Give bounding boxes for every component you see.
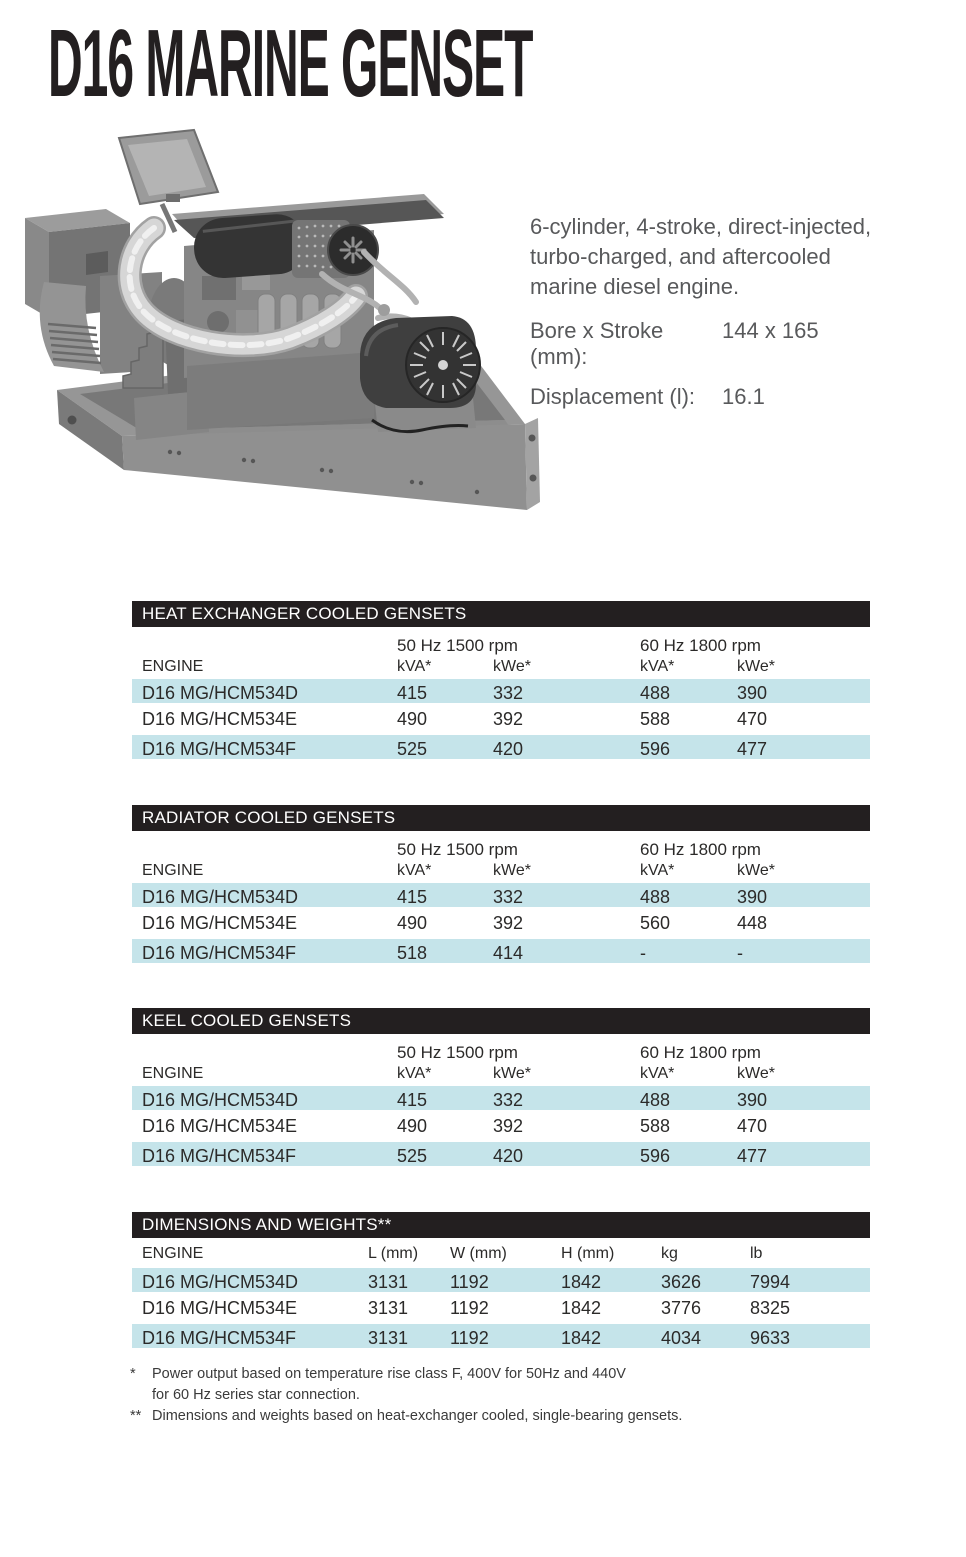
table-row: [132, 881, 870, 909]
table-row: [132, 1140, 870, 1168]
engine-name-cell: D16 MG/HCM534D: [142, 683, 299, 703]
value-cell: 415: [397, 887, 428, 907]
intro-block: [530, 212, 880, 410]
freq-header-60hz: 60 Hz 1800 rpm: [640, 1043, 761, 1062]
value-cell: 3776: [661, 1298, 702, 1318]
column-header-kg: kg: [661, 1245, 678, 1262]
value-cell: 1842: [561, 1298, 602, 1318]
value-cell: 420: [493, 739, 524, 759]
table-radiator: [132, 805, 870, 965]
table-row: [132, 1112, 870, 1140]
value-cell: 470: [737, 1116, 768, 1136]
value-cell: 3131: [368, 1298, 409, 1318]
value-cell: 3131: [368, 1328, 409, 1348]
value-cell: 525: [397, 1146, 428, 1166]
freq-header-row: [132, 635, 870, 657]
value-cell: 332: [493, 683, 524, 703]
column-header-row: [132, 657, 870, 677]
spec-label: Displacement (l):: [530, 384, 696, 409]
column-header-height: H (mm): [561, 1245, 615, 1262]
table-heat-exchanger: [132, 601, 870, 761]
value-cell: 9633: [750, 1328, 791, 1348]
column-header-lb: lb: [750, 1245, 763, 1262]
value-cell: 415: [397, 1090, 428, 1110]
table-row: [132, 1266, 870, 1294]
column-header-kva60: kVA*: [640, 1065, 675, 1082]
value-cell: 488: [640, 887, 671, 907]
intro-description: 6-cylinder, 4-stroke, direct-injected, turbo-charged, and aftercooled marine diesel engine.: [530, 214, 872, 299]
value-cell: 477: [737, 739, 768, 759]
column-header-kva60: kVA*: [640, 862, 675, 879]
column-header-kwe50: kWe*: [493, 862, 531, 879]
engine-name-cell: D16 MG/HCM534E: [142, 913, 298, 933]
freq-header-60hz: 60 Hz 1800 rpm: [640, 636, 761, 655]
column-header-width: W (mm): [450, 1245, 507, 1262]
value-cell: 420: [493, 1146, 524, 1166]
freq-header-50hz: 50 Hz 1500 rpm: [397, 840, 518, 859]
table-title-bar: DIMENSIONS AND WEIGHTS**: [132, 1212, 870, 1238]
value-cell: 1842: [561, 1328, 602, 1348]
value-cell: 390: [737, 887, 768, 907]
value-cell: 477: [737, 1146, 768, 1166]
freq-header-row: [132, 1042, 870, 1064]
value-cell: 7994: [750, 1272, 791, 1292]
value-cell: 588: [640, 709, 671, 729]
value-cell: -: [640, 943, 646, 963]
value-cell: 490: [397, 913, 428, 933]
engine-name-cell: D16 MG/HCM534D: [142, 887, 299, 907]
value-cell: 3131: [368, 1272, 409, 1292]
column-header-kva50: kVA*: [397, 1065, 432, 1082]
freq-header-60hz: 60 Hz 1800 rpm: [640, 840, 761, 859]
column-header-kwe60: kWe*: [737, 658, 775, 675]
engine-name-cell: D16 MG/HCM534E: [142, 1298, 298, 1318]
engine-name-cell: D16 MG/HCM534E: [142, 1116, 298, 1136]
spec-value: 144 x 165: [722, 318, 819, 343]
table-keel: [132, 1008, 870, 1168]
value-cell: 596: [640, 739, 671, 759]
footnote-line: Dimensions and weights based on heat-exchanger cooled, single-bearing gensets.: [152, 1408, 683, 1424]
value-cell: 560: [640, 913, 671, 933]
column-header-kva60: kVA*: [640, 658, 675, 675]
value-cell: 490: [397, 709, 428, 729]
value-cell: 490: [397, 1116, 428, 1136]
footnote-power-output: [130, 1364, 790, 1406]
table-row: [132, 677, 870, 705]
footnote-marker: **: [130, 1408, 142, 1424]
column-header-engine: ENGINE: [142, 1065, 204, 1082]
engine-name-cell: D16 MG/HCM534F: [142, 1146, 297, 1166]
value-cell: 588: [640, 1116, 671, 1136]
column-header-row: [132, 1064, 870, 1084]
column-header-engine: ENGINE: [142, 1245, 204, 1262]
value-cell: 390: [737, 1090, 768, 1110]
value-cell: 332: [493, 887, 524, 907]
value-cell: 392: [493, 709, 524, 729]
column-header-kva50: kVA*: [397, 658, 432, 675]
page-title: D16 MARINE GENSET: [48, 10, 533, 117]
engine-name-cell: D16 MG/HCM534F: [142, 943, 297, 963]
spec-label: Bore x Stroke (mm):: [530, 318, 664, 369]
table-row: [132, 1322, 870, 1350]
table-row: [132, 937, 870, 965]
footnote-line: Power output based on temperature rise class F, 400V for 50Hz and 440V: [152, 1366, 626, 1382]
value-cell: 392: [493, 1116, 524, 1136]
spec-row-displacement: [530, 384, 880, 410]
column-header-row: [132, 1238, 870, 1266]
column-header-kwe50: kWe*: [493, 1065, 531, 1082]
table-row: [132, 1294, 870, 1322]
value-cell: 1842: [561, 1272, 602, 1292]
freq-header-row: [132, 839, 870, 861]
value-cell: 390: [737, 683, 768, 703]
spec-row-bore-stroke: [530, 318, 880, 370]
value-cell: 1192: [450, 1298, 489, 1318]
value-cell: 1192: [450, 1272, 489, 1292]
value-cell: 3626: [661, 1272, 702, 1292]
column-header-kva50: kVA*: [397, 862, 432, 879]
freq-header-50hz: 50 Hz 1500 rpm: [397, 636, 518, 655]
footnotes: [130, 1364, 790, 1427]
table-title-bar: HEAT EXCHANGER COOLED GENSETS: [132, 601, 870, 627]
table-row: [132, 1084, 870, 1112]
column-header-length: L (mm): [368, 1245, 419, 1262]
genset-photo: [22, 126, 546, 558]
column-header-kwe60: kWe*: [737, 862, 775, 879]
value-cell: 596: [640, 1146, 671, 1166]
table-row: [132, 705, 870, 733]
freq-header-50hz: 50 Hz 1500 rpm: [397, 1043, 518, 1062]
value-cell: 392: [493, 913, 524, 933]
value-cell: 518: [397, 943, 428, 963]
footnote-line: for 60 Hz series star connection.: [152, 1387, 360, 1403]
table-title-bar: KEEL COOLED GENSETS: [132, 1008, 870, 1034]
table-title-bar: RADIATOR COOLED GENSETS: [132, 805, 870, 831]
value-cell: 414: [493, 943, 524, 963]
value-cell: 4034: [661, 1328, 702, 1348]
engine-name-cell: D16 MG/HCM534E: [142, 709, 298, 729]
engine-name-cell: D16 MG/HCM534F: [142, 739, 297, 759]
column-header-row: [132, 861, 870, 881]
value-cell: 525: [397, 739, 428, 759]
engine-name-cell: D16 MG/HCM534D: [142, 1090, 299, 1110]
column-header-kwe60: kWe*: [737, 1065, 775, 1082]
value-cell: 448: [737, 913, 768, 933]
engine-name-cell: D16 MG/HCM534D: [142, 1272, 299, 1292]
column-header-engine: ENGINE: [142, 862, 204, 879]
spec-value: 16.1: [722, 384, 765, 409]
table-dimensions: [132, 1212, 870, 1350]
value-cell: 1192: [450, 1328, 489, 1348]
value-cell: 415: [397, 683, 428, 703]
value-cell: 488: [640, 1090, 671, 1110]
column-header-kwe50: kWe*: [493, 658, 531, 675]
value-cell: -: [737, 943, 743, 963]
footnote-marker: *: [130, 1366, 136, 1382]
column-header-engine: ENGINE: [142, 658, 204, 675]
value-cell: 470: [737, 709, 768, 729]
table-row: [132, 733, 870, 761]
value-cell: 8325: [750, 1298, 791, 1318]
value-cell: 488: [640, 683, 671, 703]
genset-illustration: [22, 126, 546, 558]
value-cell: 332: [493, 1090, 524, 1110]
footnote-dimensions: [130, 1406, 790, 1427]
table-row: [132, 909, 870, 937]
engine-name-cell: D16 MG/HCM534F: [142, 1328, 297, 1348]
